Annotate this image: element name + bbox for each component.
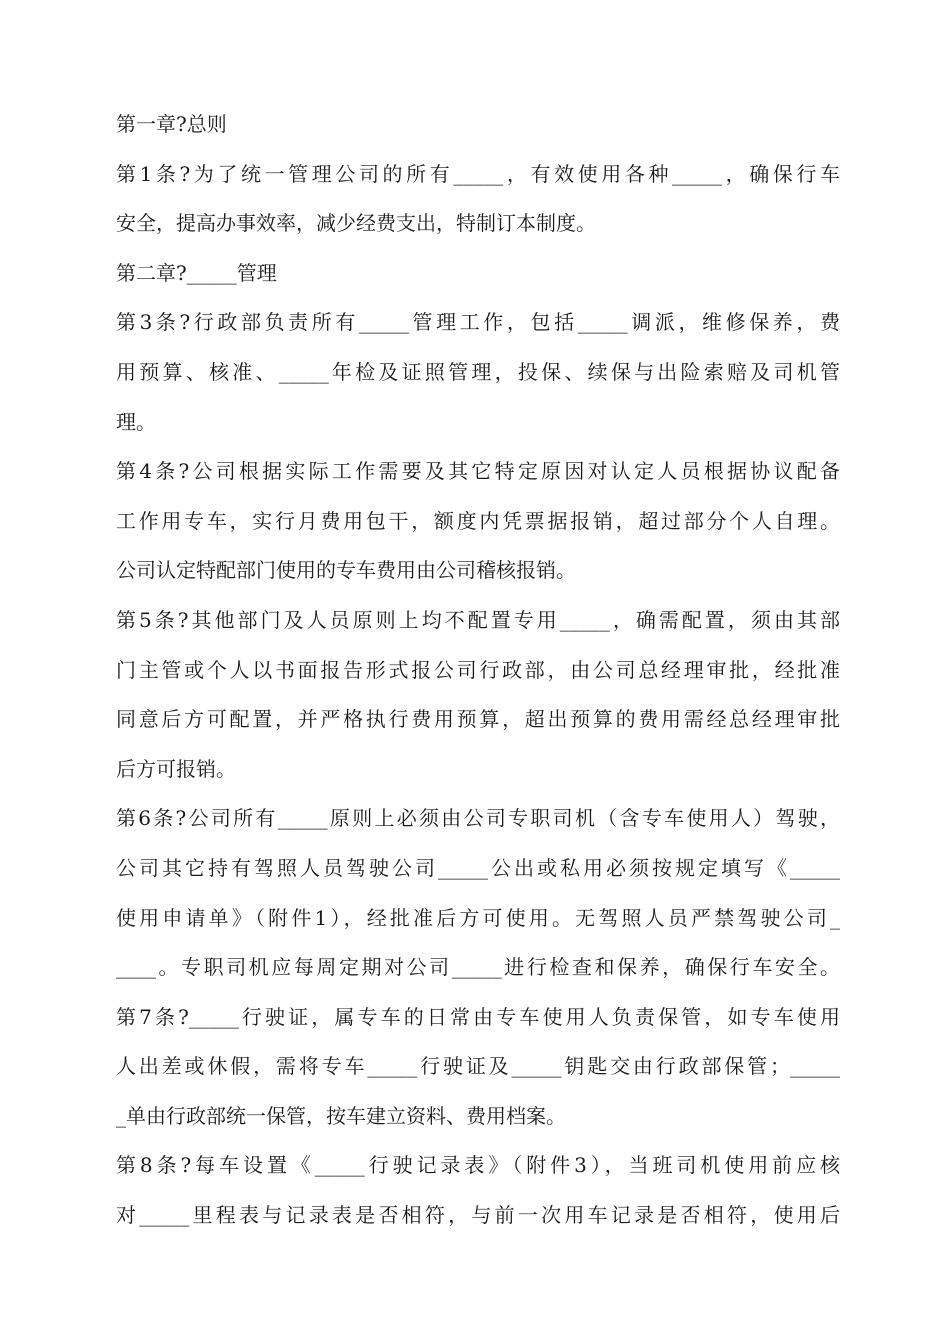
- document-line: 公司认定特配部门使用的专车费用由公司稽核报销。: [116, 558, 576, 583]
- document-line: 用预算、核准、_____年检及证照管理，投保、续保与出险索赔及司机管: [116, 359, 840, 384]
- document-line: 同意后方可配置，并严格执行费用预算，超出预算的费用需经总经理审批: [116, 707, 840, 732]
- document-line: 门主管或个人以书面报告形式报公司行政部，由公司总经理审批，经批准: [116, 657, 840, 682]
- document-line: _单由行政部统一保管，按车建立资料、费用档案。: [116, 1103, 566, 1128]
- document-line: 第1条?为了统一管理公司的所有_____，有效使用各种_____，确保行车: [116, 161, 840, 186]
- document-line: 理。: [116, 409, 156, 434]
- document-line: 第6条?公司所有_____原则上必须由公司专职司机（含专车使用人）驾驶，: [116, 806, 840, 831]
- document-line: 后方可报销。: [116, 756, 236, 781]
- document-line: 人出差或休假，需将专车_____行驶证及_____钥匙交由行政部保管；_____: [116, 1054, 840, 1079]
- document-line: 第5条?其他部门及人员原则上均不配置专用_____，确需配置，须由其部: [116, 607, 840, 632]
- document-line: 第3条?行政部负责所有_____管理工作，包括_____调派，维修保养，费: [116, 310, 840, 335]
- document-line: 安全，提高办事效率，减少经费支出，特制订本制度。: [116, 211, 596, 236]
- document-line: 使用申请单》（附件1），经批准后方可使用。无驾照人员严禁驾驶公司_: [116, 905, 840, 930]
- document-page: [116, 100, 840, 1241]
- document-line: 公司其它持有驾照人员驾驶公司_____公出或私用必须按规定填写《_____: [116, 855, 840, 880]
- document-line: 第二章?_____管理: [116, 260, 277, 285]
- document-line: 第7条?_____行驶证，属专车的日常由专车使用人负责保管，如专车使用: [116, 1004, 840, 1029]
- document-line: 工作用专车，实行月费用包干，额度内凭票据报销，超过部分个人自理。: [116, 508, 840, 533]
- document-line: 第8条?每车设置《_____行驶记录表》（附件3），当班司机使用前应核: [116, 1153, 840, 1178]
- document-line: 第一章?总则: [116, 112, 227, 136]
- document-line: 第4条?公司根据实际工作需要及其它特定原因对认定人员根据协议配备: [116, 459, 840, 484]
- document-line: ____。专职司机应每周定期对公司_____进行检查和保养，确保行车安全。: [116, 955, 840, 980]
- document-line: 对_____里程表与记录表是否相符，与前一次用车记录是否相符，使用后: [116, 1203, 840, 1228]
